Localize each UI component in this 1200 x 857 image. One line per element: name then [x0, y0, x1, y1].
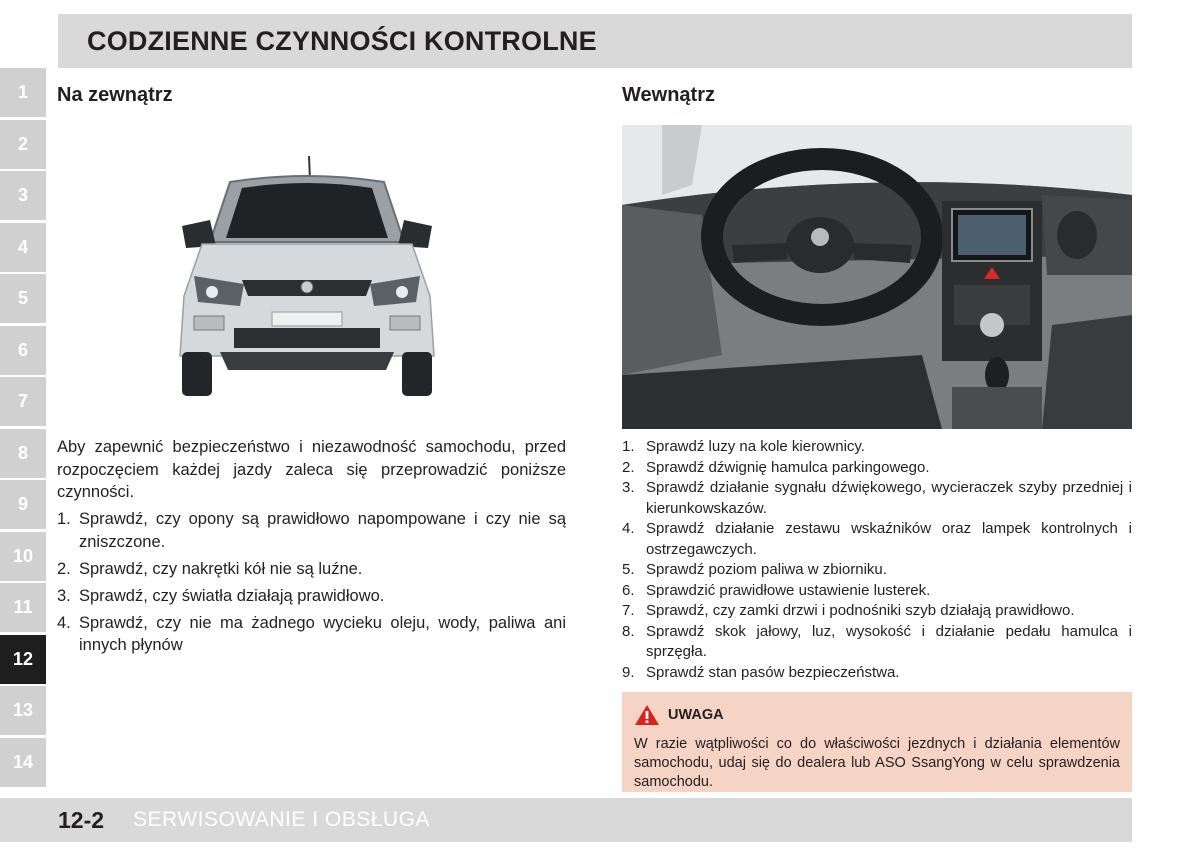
list-item: [622, 458, 1132, 479]
exterior-title: Na zewnątrz: [57, 84, 173, 106]
item-text: Sprawdź skok jałowy, luz, wysokość i działanie pedału hamulca i sprzęgła.: [646, 622, 1132, 660]
list-item: [622, 601, 1132, 622]
item-text: Sprawdź działanie sygnału dźwiękowego, wycieraczek szyby przedniej i kierunkowskazów.: [646, 479, 1132, 517]
list-item: [622, 560, 1132, 581]
list-item: [57, 585, 566, 608]
chapter-tab[interactable]: 13: [0, 686, 46, 735]
item-number: 3.: [622, 479, 635, 496]
warning-label: UWAGA: [668, 707, 724, 723]
chapter-tab[interactable]: 9: [0, 480, 46, 529]
chapter-title: SERWISOWANIE I OBSŁUGA: [133, 808, 430, 831]
item-text: Sprawdź luzy na kole kierownicy.: [646, 438, 865, 455]
item-number: 7.: [622, 602, 635, 619]
item-number: 9.: [622, 663, 635, 681]
item-text: Sprawdzić prawidłowe ustawienie lusterek.: [646, 581, 931, 599]
list-item: [622, 478, 1132, 519]
list-item: [57, 612, 566, 657]
car-interior-photo: [622, 125, 1132, 429]
item-text: Sprawdź działanie zestawu wskaźników oraz lampek kontrolnych i ostrzegawczych.: [646, 520, 1132, 558]
page-footer: [0, 798, 1132, 842]
item-number: 1.: [622, 438, 635, 455]
chapter-tab[interactable]: 10: [0, 532, 46, 581]
interior-checklist: [622, 437, 1132, 683]
list-item: [622, 519, 1132, 560]
chapter-tab[interactable]: 2: [0, 120, 46, 169]
chapter-tabs: [0, 68, 46, 789]
item-number: 3.: [57, 586, 71, 605]
exterior-section: [57, 84, 566, 784]
item-text: Sprawdź dźwignię hamulca parkingowego.: [646, 458, 930, 476]
item-text: Sprawdź stan pasów bezpieczeństwa.: [646, 663, 900, 681]
intro-paragraph: Aby zapewnić bezpieczeństwo i niezawodność samochodu, przed rozpoczęciem każdej jazdy zaleca się przeprowadzić poniższe czynności.: [57, 438, 566, 501]
item-text: Sprawdź, czy zamki drzwi i podnośniki szyb działają prawidłowo.: [646, 602, 1075, 619]
item-number: 2.: [57, 559, 71, 578]
list-item: [57, 558, 566, 581]
chapter-tab[interactable]: 4: [0, 223, 46, 272]
chapter-tab[interactable]: 11: [0, 583, 46, 632]
list-item: [622, 663, 1132, 684]
warning-text: W razie wątpliwości co do właściwości jezdnych i działania elementów samochodu, udaj się do dealera lub ASO SsangYong w celu sprawdzenia samochodu.: [634, 736, 1120, 790]
chapter-tab[interactable]: 14: [0, 738, 46, 787]
list-item: [622, 437, 1132, 458]
item-number: 8.: [622, 622, 635, 640]
item-number: 5.: [622, 561, 635, 578]
page-title: CODZIENNE CZYNNOŚCI KONTROLNE: [87, 25, 597, 56]
car-front-illustration: [172, 156, 442, 408]
list-item: [57, 508, 566, 553]
page-header: [58, 14, 1132, 68]
warning-triangle-icon: [634, 704, 660, 726]
chapter-tab[interactable]: 5: [0, 274, 46, 323]
exterior-checklist: [57, 508, 566, 661]
item-text: Sprawdź, czy nie ma żadnego wycieku oleju, wody, paliwa ani innych płynów: [79, 613, 566, 654]
item-number: 4.: [622, 520, 635, 537]
chapter-tab[interactable]: 3: [0, 171, 46, 220]
chapter-tab[interactable]: 7: [0, 377, 46, 426]
warning-box: [622, 692, 1132, 792]
chapter-tab[interactable]: 6: [0, 326, 46, 375]
chapter-tab[interactable]: 8: [0, 429, 46, 478]
chapter-tab[interactable]: 1: [0, 68, 46, 117]
list-item: [622, 622, 1132, 663]
item-number: 1.: [57, 510, 71, 528]
interior-section: [622, 84, 1132, 794]
interior-title: Wewnątrz: [622, 84, 715, 106]
item-text: Sprawdź poziom paliwa w zbiorniku.: [646, 561, 887, 578]
page-number: 12-2: [58, 806, 105, 833]
item-number: 2.: [622, 458, 635, 476]
item-number: 6.: [622, 581, 635, 599]
item-number: 4.: [57, 613, 71, 632]
list-item: [622, 581, 1132, 602]
warning-header: [634, 704, 1120, 726]
item-text: Sprawdź, czy nakrętki kół nie są luźne.: [79, 559, 363, 578]
item-text: Sprawdź, czy światła działają prawidłowo.: [79, 586, 385, 605]
item-text: Sprawdź, czy opony są prawidłowo napompowane i czy nie są zniszczone.: [79, 510, 566, 551]
chapter-tab-active[interactable]: 12: [0, 635, 46, 684]
